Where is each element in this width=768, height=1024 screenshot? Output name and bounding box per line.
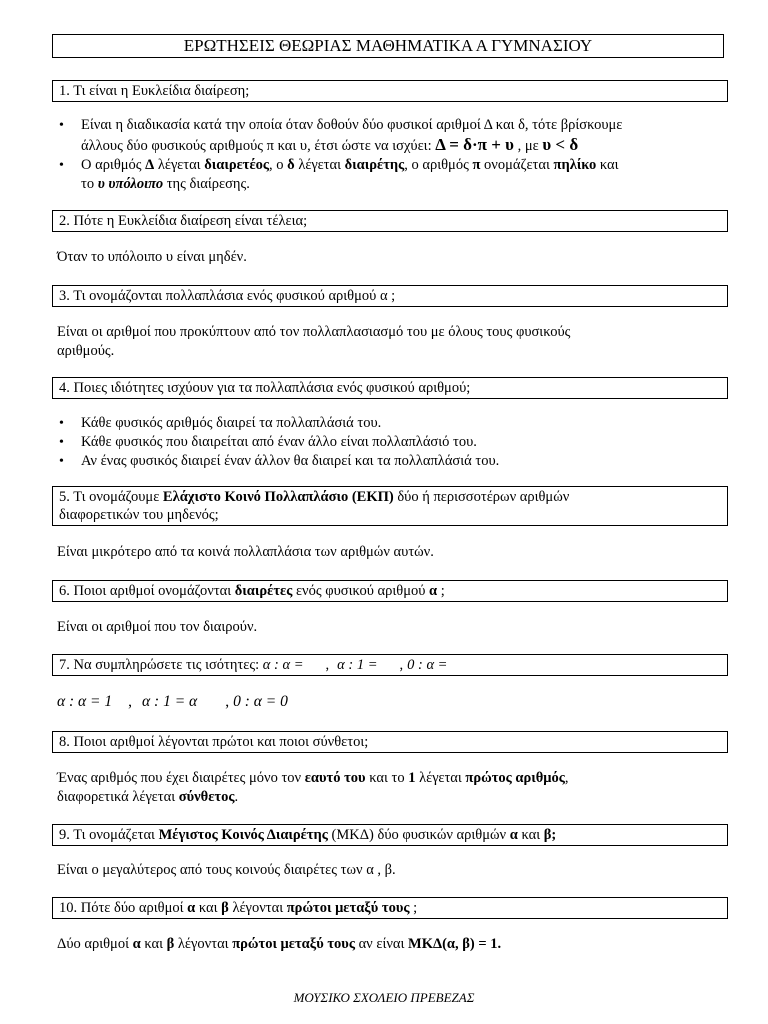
answer-7: α : α = 1 , α : 1 = α , 0 : α = 0 (57, 693, 288, 710)
question-8: 8. Ποιοι αριθμοί λέγονται πρώτοι και ποιοι σύνθετοι; (52, 731, 728, 753)
answer-1-bullet-2: • Ο αριθμός Δ λέγεται διαιρετέος, ο δ λέγεται διαιρέτης, ο αριθμός π ονομάζεται πηλίκο και το υ υπόλοιπο της διαίρεσης. (57, 156, 725, 194)
question-2: 2. Πότε η Ευκλείδια διαίρεση είναι τέλεια; (52, 210, 728, 232)
list-item: • Αν ένας φυσικός διαιρεί έναν άλλον θα διαιρεί και τα πολλαπλάσιά του. (57, 452, 725, 471)
answer-10: Δύο αριθμοί α και β λέγονται πρώτοι μεταξύ τους αν είναι ΜΚΔ(α, β) = 1. (57, 936, 502, 952)
answer-8: Ένας αριθμός που έχει διαιρέτες μόνο τον εαυτό του και το 1 λέγεται πρώτος αριθμός, διαφορετικά λέγεται σύνθετος. (57, 770, 569, 805)
question-5: 5. Τι ονομάζουμε Ελάχιστο Κοινό Πολλαπλάσιο (ΕΚΠ) δύο ή περισσοτέρων αριθμών διαφορετικών του μηδενός; (52, 486, 728, 526)
answer-3: Είναι οι αριθμοί που προκύπτουν από τον πολλαπλασιασμό του με όλους τους φυσικούς αριθμούς. (57, 324, 571, 359)
question-9: 9. Τι ονομάζεται Μέγιστος Κοινός Διαιρέτης (ΜΚΔ) δύο φυσικών αριθμών α και β; (52, 824, 728, 846)
question-4: 4. Ποιες ιδιότητες ισχύουν για τα πολλαπλάσια ενός φυσικού αριθμού; (52, 377, 728, 399)
page-footer: ΜΟΥΣΙΚΟ ΣΧΟΛΕΙΟ ΠΡΕΒΕΖΑΣ (293, 990, 475, 1005)
answer-5: Είναι μικρότερο από τα κοινά πολλαπλάσια των αριθμών αυτών. (57, 544, 434, 560)
list-item: • Κάθε φυσικός αριθμός διαιρεί τα πολλαπλάσιά του. (57, 414, 725, 433)
page-title: ΕΡΩΤΗΣΕΙΣ ΘΕΩΡΙΑΣ ΜΑΘΗΜΑΤΙΚΑ Α ΓΥΜΝΑΣΙΟΥ (52, 34, 724, 58)
question-3: 3. Τι ονομάζονται πολλαπλάσια ενός φυσικού αριθμού α ; (52, 285, 728, 307)
answer-6: Είναι οι αριθμοί που τον διαιρούν. (57, 619, 258, 635)
division-equation: Δ = δ·π + υ (435, 135, 514, 154)
answer-1-list (57, 116, 725, 194)
remainder-condition: υ < δ (542, 135, 579, 154)
list-item: • Κάθε φυσικός που διαιρείται από έναν άλλο είναι πολλαπλάσιό του. (57, 433, 725, 452)
question-10: 10. Πότε δύο αριθμοί α και β λέγονται πρώτοι μεταξύ τους ; (52, 897, 728, 919)
question-1: 1. Τι είναι η Ευκλείδια διαίρεση; (52, 80, 728, 102)
answer-2: Όταν το υπόλοιπο υ είναι μηδέν. (57, 249, 247, 265)
answer-9: Είναι ο μεγαλύτερος από τους κοινούς διαιρέτες των α , β. (57, 862, 396, 878)
question-7: 7. Να συμπληρώσετε τις ισότητες: α : α = , α : 1 = , 0 : α = (52, 654, 728, 676)
answer-1-bullet-1: • Είναι η διαδικασία κατά την οποία όταν δοθούν δύο φυσικοί αριθμοί Δ και δ, τότε βρίσκουμε άλλους δύο φυσικούς αριθμούς π και υ, έτσι ώστε να ισχύει: Δ = δ·π + υ , με υ < δ (57, 116, 725, 156)
answer-4-list (57, 414, 725, 471)
question-6: 6. Ποιοι αριθμοί ονομάζονται διαιρέτες ενός φυσικού αριθμού α ; (52, 580, 728, 602)
